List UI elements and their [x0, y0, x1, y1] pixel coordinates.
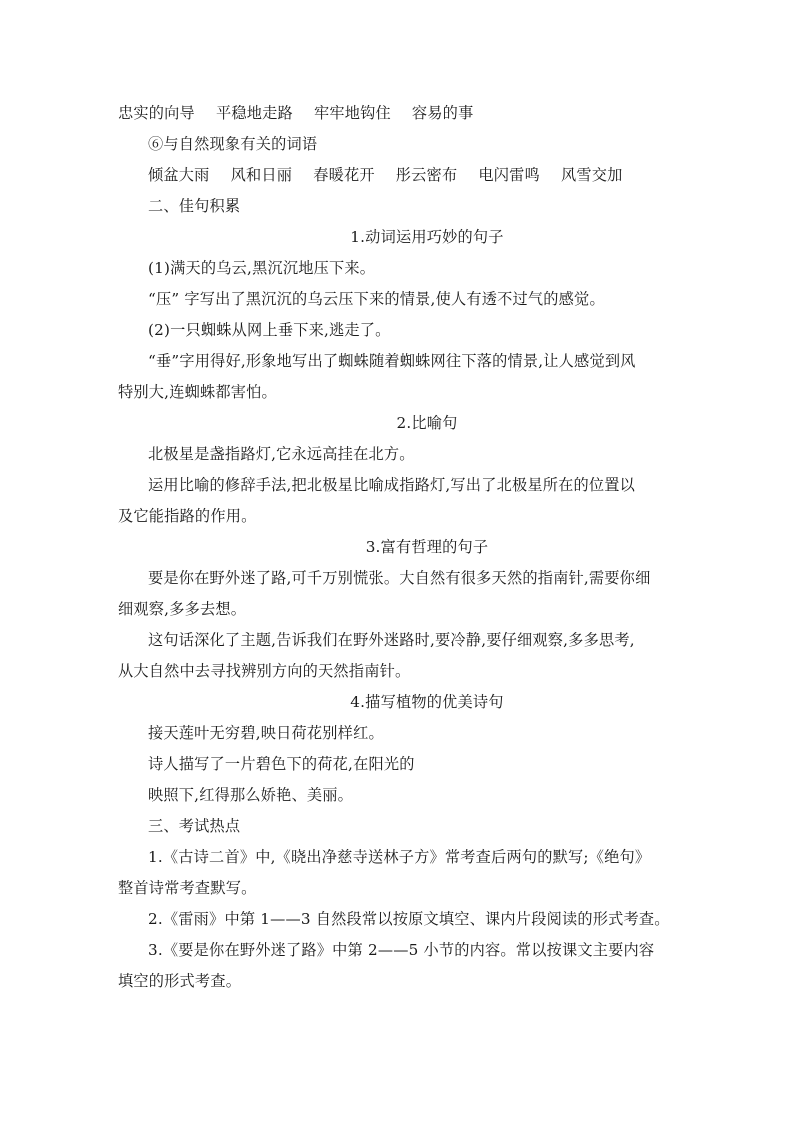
- word: 倾盆大雨: [148, 166, 210, 184]
- nature-words-heading: ⑥与自然现象有关的词语: [148, 135, 318, 153]
- example-sentence: (2)一只蜘蛛从网上垂下来,逃走了。: [148, 321, 391, 339]
- sentence-note-cont: 特别大,连蜘蛛都害怕。: [118, 383, 277, 401]
- sentence-note: 运用比喻的修辞手法,把北极星比喻成指路灯,写出了北极星所在的位置以: [148, 476, 636, 494]
- word: 忠实的向导: [118, 104, 195, 122]
- sentence-note-cont: 从大自然中去寻找辨别方向的天然指南针。: [118, 662, 411, 680]
- word: 牢牢地钩住: [313, 104, 391, 122]
- subsection-title: 2.比喻句: [396, 414, 458, 432]
- word: 风和日丽: [230, 166, 293, 184]
- sentence-note: 诗人描写了一片碧色下的荷花,在阳光的: [148, 755, 415, 773]
- example-sentence: 北极星是盏指路灯,它永远高挂在北方。: [148, 445, 415, 463]
- word: 春暖花开: [313, 166, 375, 184]
- sentence-note-cont: 及它能指路的作用。: [118, 507, 257, 525]
- vocab-line: [118, 98, 676, 129]
- exam-point: 1.《古诗二首》中,《晓出净慈寺送林子方》常考查后两句的默写;《绝句》: [148, 848, 651, 866]
- example-sentence: (1)满天的乌云,黑沉沉地压下来。: [148, 259, 376, 277]
- exam-point: 2.《雷雨》中第 1——3 自然段常以按原文填空、课内片段阅读的形式考查。: [148, 910, 670, 928]
- exam-point-cont: 整首诗常考查默写。: [118, 879, 257, 897]
- document-page: [118, 98, 676, 997]
- example-sentence-cont: 细观察,多多去想。: [118, 600, 247, 618]
- sentence-note: “垂”字用得好,形象地写出了蜘蛛随着蜘蛛网往下落的情景,让人感觉到风: [148, 352, 636, 370]
- example-sentence: 要是你在野外迷了路,可千万别慌张。大自然有很多天然的指南针,需要你细: [148, 569, 651, 587]
- sentence-note: “压” 字写出了黑沉沉的乌云压下来的情景,使人有透不过气的感觉。: [148, 290, 605, 308]
- subsection-title: 3.富有哲理的句子: [365, 538, 489, 556]
- exam-point: 3.《要是你在野外迷了路》中第 2——5 小节的内容。常以按课文主要内容: [148, 941, 655, 959]
- word: 风雪交加: [560, 166, 623, 184]
- word: 平稳地走路: [215, 104, 293, 122]
- subsection-title: 4.描写植物的优美诗句: [350, 693, 504, 711]
- exam-point-cont: 填空的形式考查。: [118, 972, 242, 990]
- word: 彤云密布: [395, 166, 458, 184]
- sentence-note: 这句话深化了主题,告诉我们在野外迷路时,要冷静,要仔细观察,多多思考,: [148, 631, 635, 649]
- word: 电闪雷鸣: [478, 166, 540, 184]
- section-heading: 二、佳句积累: [148, 197, 241, 215]
- sentence-note-cont: 映照下,红得那么娇艳、美丽。: [148, 786, 354, 804]
- nature-words-line: [118, 160, 676, 191]
- subsection-title: 1.动词运用巧妙的句子: [350, 228, 504, 246]
- section-heading: 三、考试热点: [148, 817, 241, 835]
- word: 容易的事: [411, 104, 474, 122]
- example-sentence: 接天莲叶无穷碧,映日荷花别样红。: [148, 724, 384, 742]
